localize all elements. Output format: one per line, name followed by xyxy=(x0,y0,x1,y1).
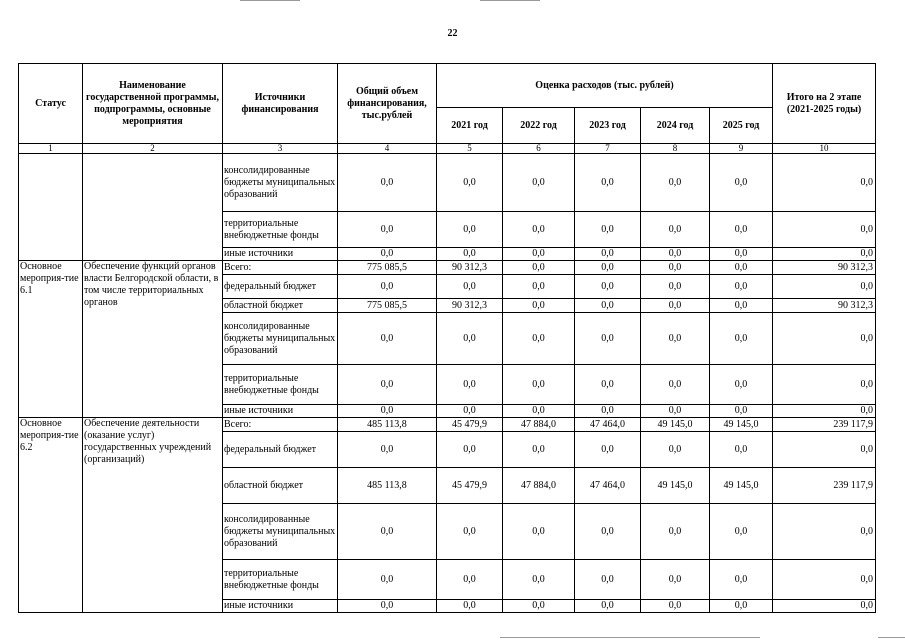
year-value-cell: 0,0 xyxy=(710,600,773,613)
year-value-cell: 0,0 xyxy=(503,212,575,248)
year-value-cell: 0,0 xyxy=(641,432,710,468)
year-value-cell: 0,0 xyxy=(641,299,710,313)
status-cell: Основное мероприя-тие 6.1 xyxy=(19,261,83,418)
measure-name-cell xyxy=(83,154,223,261)
year-value-cell: 0,0 xyxy=(710,275,773,299)
total-value-cell: 0,0 xyxy=(338,600,437,613)
year-value-cell: 0,0 xyxy=(710,560,773,600)
stage-total-cell: 239 117,9 xyxy=(773,418,876,432)
header-total: Общий объем финансирования, тыс.рублей xyxy=(338,64,437,144)
budget-table xyxy=(18,63,876,613)
stage-total-cell: 0,0 xyxy=(773,275,876,299)
year-value-cell: 0,0 xyxy=(575,212,641,248)
year-value-cell: 0,0 xyxy=(503,405,575,418)
year-value-cell: 0,0 xyxy=(503,365,575,405)
stage-total-cell: 0,0 xyxy=(773,560,876,600)
year-value-cell: 0,0 xyxy=(503,154,575,212)
year-value-cell: 0,0 xyxy=(575,600,641,613)
top-edge-mark xyxy=(480,0,540,1)
total-value-cell: 0,0 xyxy=(338,248,437,261)
year-value-cell: 0,0 xyxy=(503,248,575,261)
header-status: Статус xyxy=(19,64,83,144)
source-cell: консолидированные бюджеты муниципальных образований xyxy=(223,313,338,365)
year-value-cell: 0,0 xyxy=(575,299,641,313)
year-value-cell: 0,0 xyxy=(575,504,641,560)
year-value-cell: 49 145,0 xyxy=(710,468,773,504)
year-value-cell: 0,0 xyxy=(575,560,641,600)
total-value-cell: 0,0 xyxy=(338,365,437,405)
year-value-cell: 0,0 xyxy=(503,275,575,299)
year-value-cell: 0,0 xyxy=(575,365,641,405)
year-value-cell: 0,0 xyxy=(641,405,710,418)
year-value-cell: 47 884,0 xyxy=(503,468,575,504)
header-year: 2022 год xyxy=(503,108,575,144)
stage-total-cell: 239 117,9 xyxy=(773,468,876,504)
status-cell: Основное мероприя-тие 6.2 xyxy=(19,418,83,613)
column-number: 3 xyxy=(223,144,338,154)
table-row xyxy=(19,154,876,212)
stage-total-cell: 0,0 xyxy=(773,504,876,560)
column-number: 5 xyxy=(437,144,503,154)
year-value-cell: 47 464,0 xyxy=(575,468,641,504)
total-value-cell: 0,0 xyxy=(338,432,437,468)
column-number: 6 xyxy=(503,144,575,154)
year-value-cell: 0,0 xyxy=(710,504,773,560)
stage-total-cell: 0,0 xyxy=(773,365,876,405)
year-value-cell: 0,0 xyxy=(575,405,641,418)
year-value-cell: 0,0 xyxy=(437,405,503,418)
table-row xyxy=(19,418,876,432)
year-value-cell: 0,0 xyxy=(437,504,503,560)
stage-total-cell: 90 312,3 xyxy=(773,261,876,275)
year-value-cell: 0,0 xyxy=(575,248,641,261)
page-number: 22 xyxy=(447,28,458,39)
total-value-cell: 775 085,5 xyxy=(338,299,437,313)
year-value-cell: 0,0 xyxy=(503,560,575,600)
year-value-cell: 0,0 xyxy=(437,313,503,365)
year-value-cell: 0,0 xyxy=(710,154,773,212)
year-value-cell: 90 312,3 xyxy=(437,299,503,313)
year-value-cell: 0,0 xyxy=(437,600,503,613)
year-value-cell: 0,0 xyxy=(437,432,503,468)
total-value-cell: 0,0 xyxy=(338,212,437,248)
year-value-cell: 0,0 xyxy=(503,504,575,560)
source-cell: федеральный бюджет xyxy=(223,432,338,468)
year-value-cell: 0,0 xyxy=(710,313,773,365)
header-year: 2023 год xyxy=(575,108,641,144)
measure-name-cell: Обеспечение функций органов власти Белгородской области, в том числе территориальных органов xyxy=(83,261,223,418)
year-value-cell: 0,0 xyxy=(503,313,575,365)
year-value-cell: 0,0 xyxy=(575,432,641,468)
total-value-cell: 0,0 xyxy=(338,154,437,212)
year-value-cell: 0,0 xyxy=(641,600,710,613)
header-year: 2024 год xyxy=(641,108,710,144)
table-row xyxy=(19,261,876,275)
year-value-cell: 0,0 xyxy=(641,275,710,299)
year-value-cell: 49 145,0 xyxy=(710,418,773,432)
year-value-cell: 0,0 xyxy=(503,299,575,313)
year-value-cell: 0,0 xyxy=(437,560,503,600)
header-estimate: Оценка расходов (тыс. рублей) xyxy=(437,64,773,108)
column-number: 7 xyxy=(575,144,641,154)
year-value-cell: 0,0 xyxy=(710,299,773,313)
year-value-cell: 0,0 xyxy=(437,248,503,261)
column-number: 2 xyxy=(83,144,223,154)
column-number: 4 xyxy=(338,144,437,154)
source-cell: иные источники xyxy=(223,405,338,418)
year-value-cell: 0,0 xyxy=(710,432,773,468)
total-value-cell: 0,0 xyxy=(338,313,437,365)
year-value-cell: 0,0 xyxy=(641,212,710,248)
source-cell: иные источники xyxy=(223,600,338,613)
top-edge-mark xyxy=(240,0,300,1)
year-value-cell: 0,0 xyxy=(575,261,641,275)
total-value-cell: 0,0 xyxy=(338,275,437,299)
year-value-cell: 47 884,0 xyxy=(503,418,575,432)
total-value-cell: 775 085,5 xyxy=(338,261,437,275)
source-cell: областной бюджет xyxy=(223,468,338,504)
year-value-cell: 47 464,0 xyxy=(575,418,641,432)
year-value-cell: 0,0 xyxy=(575,313,641,365)
status-cell xyxy=(19,154,83,261)
bottom-edge-mark xyxy=(878,637,905,638)
stage-total-cell: 0,0 xyxy=(773,154,876,212)
total-value-cell: 0,0 xyxy=(338,560,437,600)
year-value-cell: 0,0 xyxy=(710,405,773,418)
header-year: 2025 год xyxy=(710,108,773,144)
stage-total-cell: 0,0 xyxy=(773,248,876,261)
total-value-cell: 0,0 xyxy=(338,504,437,560)
year-value-cell: 0,0 xyxy=(710,261,773,275)
source-cell: Всего: xyxy=(223,418,338,432)
source-cell: Всего: xyxy=(223,261,338,275)
column-number-row xyxy=(19,144,876,154)
stage-total-cell: 0,0 xyxy=(773,600,876,613)
stage-total-cell: 0,0 xyxy=(773,432,876,468)
year-value-cell: 0,0 xyxy=(437,212,503,248)
year-value-cell: 0,0 xyxy=(641,261,710,275)
stage-total-cell: 0,0 xyxy=(773,405,876,418)
year-value-cell: 0,0 xyxy=(641,248,710,261)
total-value-cell: 485 113,8 xyxy=(338,468,437,504)
source-cell: областной бюджет xyxy=(223,299,338,313)
column-number: 8 xyxy=(641,144,710,154)
year-value-cell: 0,0 xyxy=(641,365,710,405)
year-value-cell: 49 145,0 xyxy=(641,468,710,504)
year-value-cell: 0,0 xyxy=(575,154,641,212)
source-cell: федеральный бюджет xyxy=(223,275,338,299)
column-number: 10 xyxy=(773,144,876,154)
source-cell: территориальные внебюджетные фонды xyxy=(223,560,338,600)
year-value-cell: 0,0 xyxy=(710,212,773,248)
year-value-cell: 0,0 xyxy=(437,275,503,299)
year-value-cell: 90 312,3 xyxy=(437,261,503,275)
source-cell: территориальные внебюджетные фонды xyxy=(223,212,338,248)
stage-total-cell: 0,0 xyxy=(773,212,876,248)
year-value-cell: 0,0 xyxy=(575,275,641,299)
header-name: Наименование государственной программы, подпрограммы, основные мероприятия xyxy=(83,64,223,144)
total-value-cell: 0,0 xyxy=(338,405,437,418)
year-value-cell: 0,0 xyxy=(503,432,575,468)
year-value-cell: 0,0 xyxy=(503,261,575,275)
measure-name-cell: Обеспечение деятельности (оказание услуг) государственных учреждений (организаций) xyxy=(83,418,223,613)
source-cell: консолидированные бюджеты муниципальных образований xyxy=(223,504,338,560)
stage-total-cell: 0,0 xyxy=(773,313,876,365)
bottom-edge-mark xyxy=(500,637,760,638)
year-value-cell: 0,0 xyxy=(503,600,575,613)
total-value-cell: 485 113,8 xyxy=(338,418,437,432)
year-value-cell: 0,0 xyxy=(710,365,773,405)
column-number: 9 xyxy=(710,144,773,154)
year-value-cell: 0,0 xyxy=(641,560,710,600)
source-cell: территориальные внебюджетные фонды xyxy=(223,365,338,405)
year-value-cell: 0,0 xyxy=(437,365,503,405)
year-value-cell: 0,0 xyxy=(641,154,710,212)
year-value-cell: 45 479,9 xyxy=(437,468,503,504)
header-year: 2021 год xyxy=(437,108,503,144)
header-sources: Источники финансирования xyxy=(223,64,338,144)
source-cell: консолидированные бюджеты муниципальных образований xyxy=(223,154,338,212)
year-value-cell: 49 145,0 xyxy=(641,418,710,432)
stage-total-cell: 90 312,3 xyxy=(773,299,876,313)
column-number: 1 xyxy=(19,144,83,154)
year-value-cell: 0,0 xyxy=(641,313,710,365)
source-cell: иные источники xyxy=(223,248,338,261)
year-value-cell: 0,0 xyxy=(437,154,503,212)
year-value-cell: 0,0 xyxy=(710,248,773,261)
year-value-cell: 45 479,9 xyxy=(437,418,503,432)
year-value-cell: 0,0 xyxy=(641,504,710,560)
header-stage-total: Итого на 2 этапе (2021-2025 годы) xyxy=(773,64,876,144)
